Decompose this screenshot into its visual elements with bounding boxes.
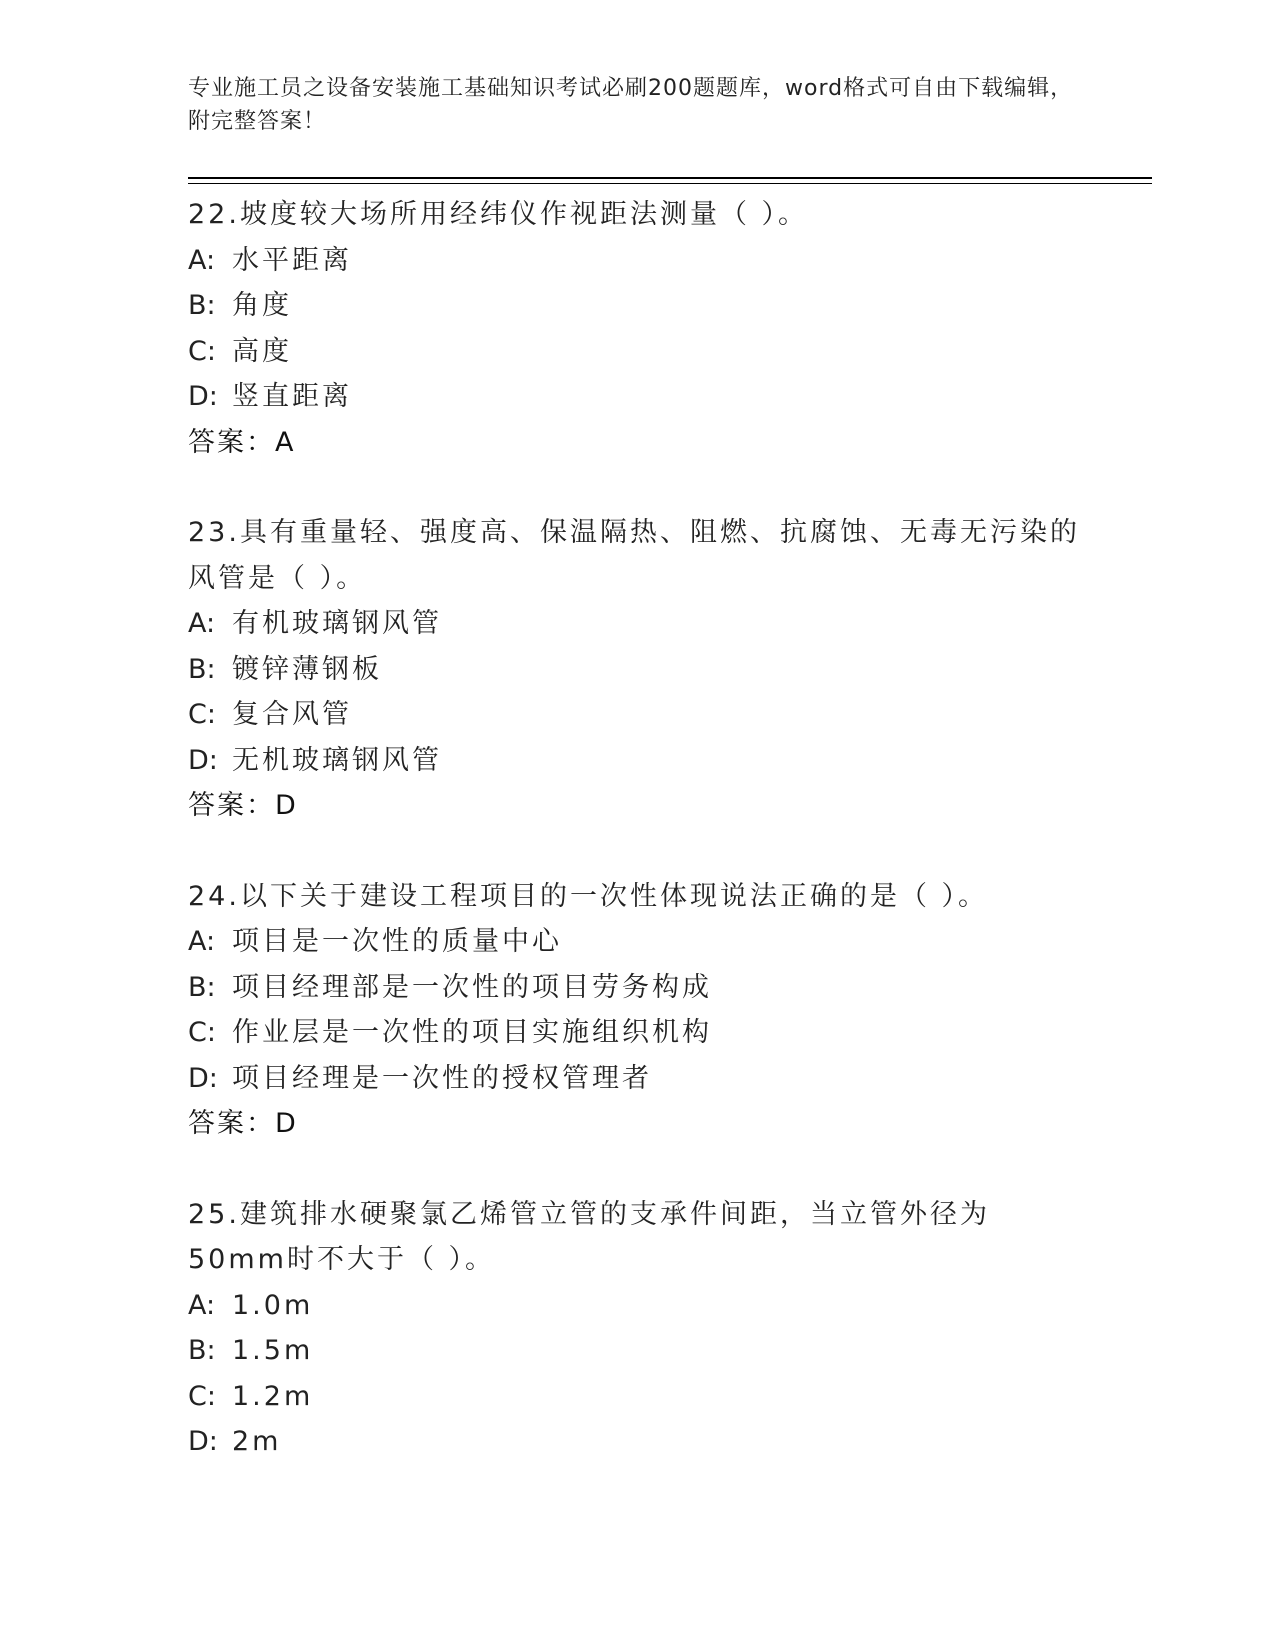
option-text: 高度 — [232, 335, 292, 367]
option-text: 作业层是一次性的项目实施组织机构 — [232, 1017, 712, 1048]
question-list — [188, 192, 1088, 1510]
document-header: 专业施工员之设备安装施工基础知识考试必刷200题题库，word格式可自由下载编辑，附完整答案！ — [188, 76, 1074, 134]
option-key: C: — [188, 1380, 216, 1412]
option-key: A: — [188, 1289, 216, 1321]
option-key: D: — [188, 744, 218, 776]
option-c — [188, 1374, 1088, 1420]
option-key: A: — [188, 926, 216, 957]
question-23 — [188, 510, 1088, 829]
option-text: 竖直距离 — [232, 381, 352, 412]
answer-line: 答案：D — [188, 790, 298, 821]
option-text: 项目经理是一次性的授权管理者 — [232, 1062, 652, 1094]
option-key: B: — [188, 653, 216, 685]
option-b — [188, 1328, 1088, 1374]
answer-line: 答案：D — [188, 1108, 298, 1139]
option-text: 1.0m — [232, 1289, 314, 1321]
question-stem: 22.坡度较大场所用经纬仪作视距法测量（ ）。 — [188, 199, 809, 230]
option-text: 有机玻璃钢风管 — [232, 608, 442, 639]
option-text: 复合风管 — [232, 699, 352, 730]
option-d — [188, 1056, 1088, 1102]
option-c — [188, 1010, 1088, 1056]
option-text: 项目是一次性的质量中心 — [232, 926, 562, 957]
option-c — [188, 692, 1088, 738]
option-d — [188, 374, 1088, 420]
option-text: 1.5m — [232, 1335, 314, 1366]
option-d — [188, 1419, 1088, 1465]
answer-line: 答案：A — [188, 426, 296, 458]
option-b — [188, 965, 1088, 1011]
option-key: A: — [188, 244, 216, 276]
question-stem: 25.建筑排水硬聚氯乙烯管立管的支承件间距，当立管外径为50mm时不大于（ ）。 — [188, 1198, 990, 1275]
question-25 — [188, 1192, 1088, 1465]
option-a — [188, 919, 1088, 965]
option-text: 项目经理部是一次性的项目劳务构成 — [232, 971, 712, 1003]
option-key: C: — [188, 1017, 216, 1048]
option-key: B: — [188, 290, 216, 321]
question-22 — [188, 192, 1088, 465]
header-rule-thick — [188, 177, 1152, 179]
option-d — [188, 738, 1088, 784]
header-rule-thin — [188, 183, 1152, 184]
option-a — [188, 238, 1088, 284]
option-key: C: — [188, 699, 216, 730]
option-key: B: — [188, 1335, 216, 1366]
option-text: 1.2m — [232, 1380, 314, 1412]
question-stem: 24.以下关于建设工程项目的一次性体现说法正确的是（ ）。 — [188, 880, 989, 912]
option-c — [188, 329, 1088, 375]
option-key: D: — [188, 1062, 218, 1094]
option-a — [188, 601, 1088, 647]
option-text: 2m — [232, 1426, 282, 1457]
question-stem: 23.具有重量轻、强度高、保温隔热、阻燃、抗腐蚀、无毒无污染的风管是（ ）。 — [188, 517, 1080, 594]
option-key: A: — [188, 608, 216, 639]
option-key: C: — [188, 335, 216, 367]
option-text: 无机玻璃钢风管 — [232, 744, 442, 776]
option-key: B: — [188, 971, 216, 1003]
option-key: D: — [188, 381, 218, 412]
option-text: 水平距离 — [232, 244, 352, 276]
option-a — [188, 1283, 1088, 1329]
option-key: D: — [188, 1426, 218, 1457]
question-24 — [188, 874, 1088, 1147]
option-b — [188, 283, 1088, 329]
option-text: 角度 — [232, 290, 292, 321]
option-text: 镀锌薄钢板 — [232, 653, 382, 685]
option-b — [188, 647, 1088, 693]
